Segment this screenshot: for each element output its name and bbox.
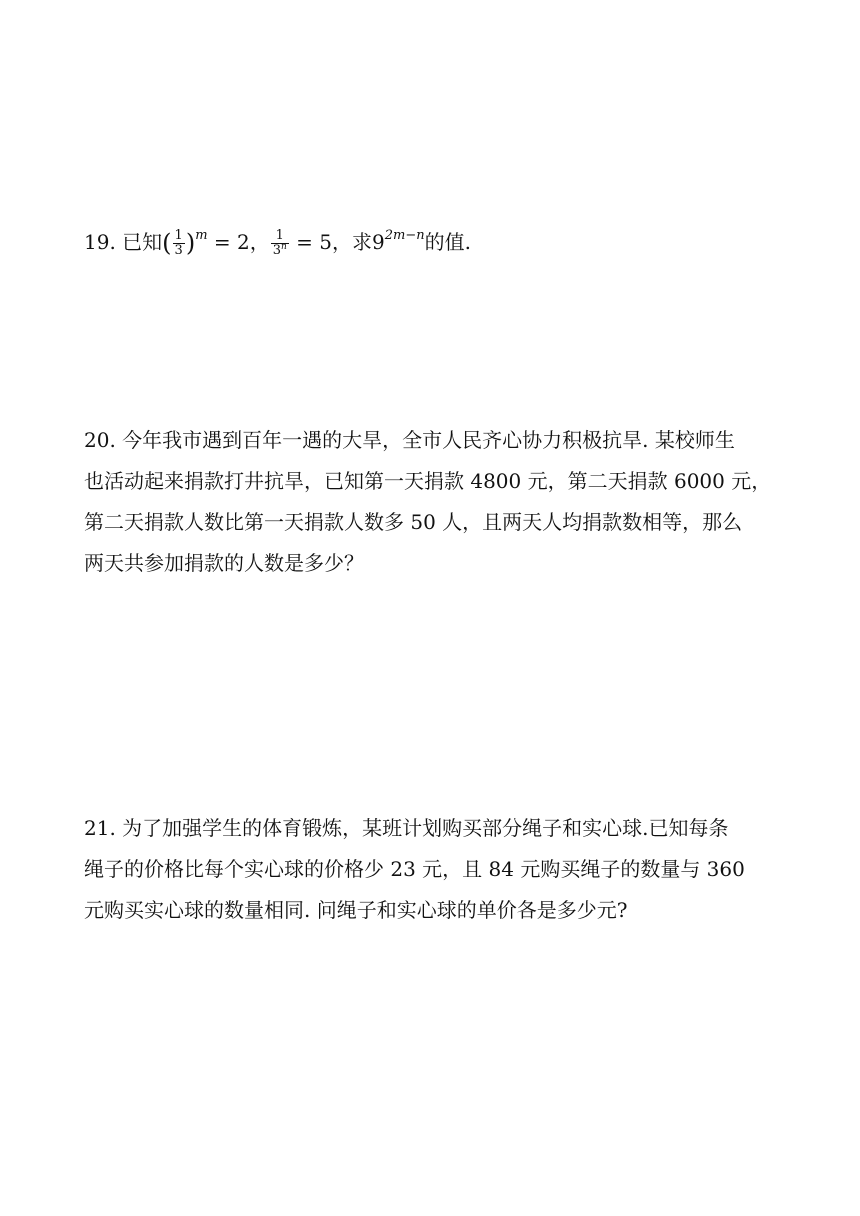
- problem-19-number: 19.: [84, 230, 116, 254]
- equation-2-rhs: = 5，求: [289, 230, 373, 254]
- fraction-numerator: 1: [271, 229, 289, 244]
- problem-19-line: [84, 222, 784, 263]
- denominator-exponent: n: [281, 242, 287, 252]
- problem-20-line-2: 也活动起来捐款打井抗旱，已知第一天捐款 4800 元，第二天捐款 6000 元，: [84, 469, 772, 493]
- problem-21-line-2: 绳子的价格比每个实心球的价格少 23 元，且 84 元购买绳子的数量与 360: [84, 857, 745, 881]
- denominator-base: 3: [272, 243, 282, 258]
- problem-20-line-1: 20. 今年我市遇到百年一遇的大旱，全市人民齐心协力积极抗旱. 某校师生: [84, 428, 735, 452]
- problem-19-intro: 已知: [122, 230, 163, 254]
- fraction-one-over-3n: [271, 229, 289, 258]
- right-paren: ): [185, 229, 196, 257]
- fraction-denominator: [271, 244, 289, 258]
- fraction-numerator: 1: [174, 228, 183, 243]
- problem-21: [84, 808, 784, 931]
- problem-20-line-3: 第二天捐款人数比第一天捐款人数多 50 人，且两天人均捐款数相等，那么: [84, 510, 743, 534]
- problem-20: [84, 420, 784, 584]
- problem-19-end: 的值.: [424, 230, 471, 254]
- problem-20-line-4: 两天共参加捐款的人数是多少？: [84, 551, 364, 575]
- fraction-denominator: 3: [174, 243, 183, 258]
- problem-21-line-3: 元购买实心球的数量相同. 问绳子和实心球的单价各是多少元?: [84, 898, 628, 922]
- fraction-one-third: [173, 229, 185, 258]
- problem-21-line-1: 21. 为了加强学生的体育锻炼，某班计划购买部分绳子和实心球.已知每条: [84, 816, 729, 840]
- power-exponent: 2m−n: [384, 228, 425, 243]
- left-paren: (: [162, 229, 172, 257]
- power-base: 9: [372, 230, 385, 254]
- exponent-m: m: [195, 228, 208, 243]
- problem-19: [84, 222, 784, 263]
- equation-1-rhs: = 2，: [207, 230, 270, 254]
